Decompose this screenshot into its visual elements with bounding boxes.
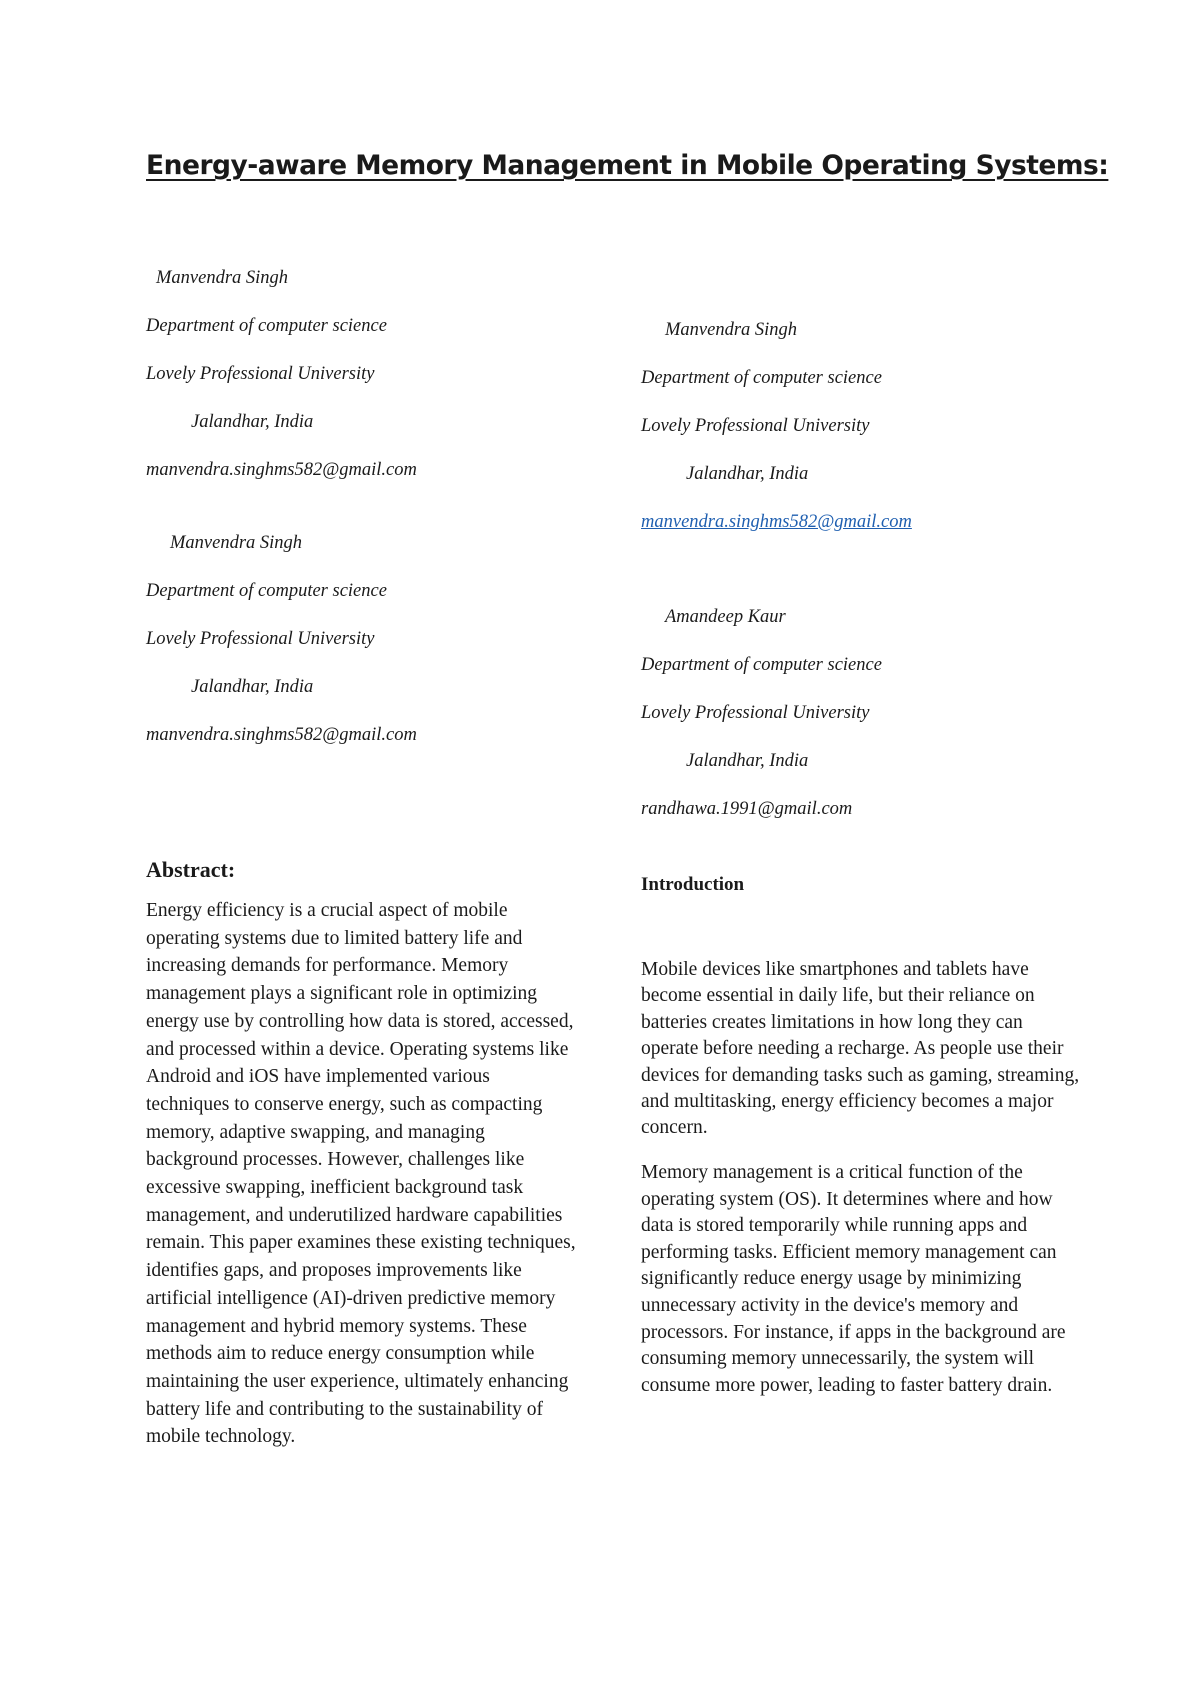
author-university: Lovely Professional University	[641, 703, 870, 723]
author-department: Department of computer science	[641, 368, 882, 388]
author-block-3	[641, 320, 912, 560]
author-department: Department of computer science	[146, 581, 387, 601]
author-name: Amandeep Kaur	[665, 607, 786, 627]
author-block-2	[146, 533, 417, 773]
author-location: Jalandhar, India	[191, 677, 314, 697]
author-university: Lovely Professional University	[146, 629, 375, 649]
author-department: Department of computer science	[641, 655, 882, 675]
author-email: randhawa.1991@gmail.com	[641, 799, 853, 819]
author-location: Jalandhar, India	[191, 412, 314, 432]
introduction-heading: Introduction	[641, 874, 745, 895]
author-name: Manvendra Singh	[156, 268, 289, 288]
introduction-paragraph: Memory management is a critical function of the operating system (OS). It determines where and how data is stored temporarily while running apps and performing tasks. Efficient memory management can significantly reduce energy usage by minimizing unnecessary activity in the device's memory and processors. For instance, if apps in the background are consuming memory unnecessarily, the system will consume more power, leading to faster battery drain.	[641, 1162, 1066, 1396]
author-university: Lovely Professional University	[641, 416, 870, 436]
abstract-heading: Abstract:	[146, 857, 236, 882]
introduction-paragraph: Mobile devices like smartphones and tablets have become essential in daily life, but their reliance on batteries creates limitations in how long they can operate before needing a recharge. As people use their devices for demanding tasks such as gaming, streaming, and multitasking, energy efficiency becomes a major concern.	[641, 959, 1080, 1139]
author-university: Lovely Professional University	[146, 364, 375, 384]
author-email: manvendra.singhms582@gmail.com	[146, 460, 417, 480]
author-department: Department of computer science	[146, 316, 387, 336]
author-email: manvendra.singhms582@gmail.com	[146, 725, 417, 745]
author-location: Jalandhar, India	[686, 464, 809, 484]
author-name: Manvendra Singh	[665, 320, 798, 340]
author-block-1	[146, 268, 417, 508]
author-email-link[interactable]: manvendra.singhms582@gmail.com	[641, 512, 912, 532]
author-name: Manvendra Singh	[170, 533, 303, 553]
author-location: Jalandhar, India	[686, 751, 809, 771]
author-block-4	[641, 607, 882, 847]
paper-title: Energy-aware Memory Management in Mobile Operating Systems:	[146, 150, 1109, 181]
abstract-text: Energy efficiency is a crucial aspect of mobile operating systems due to limited battery life and increasing demands for performance. Memory management plays a significant role in optimizing energy use by controlling how data is stored, accessed, and processed within a device. Operating systems like Android and iOS have implemented various techniques to conserve energy, such as compacting memory, adaptive swapping, and managing background processes. However, challenges like excessive swapping, inefficient background task management, and underutilized hardware capabilities remain. This paper examines these existing techniques, identifies gaps, and proposes improvements like artificial intelligence (AI)-driven predictive memory management and hybrid memory systems. These methods aim to reduce energy consumption while maintaining the user experience, ultimately enhancing battery life and contributing to the sustainability of mobile technology.	[146, 900, 576, 1448]
